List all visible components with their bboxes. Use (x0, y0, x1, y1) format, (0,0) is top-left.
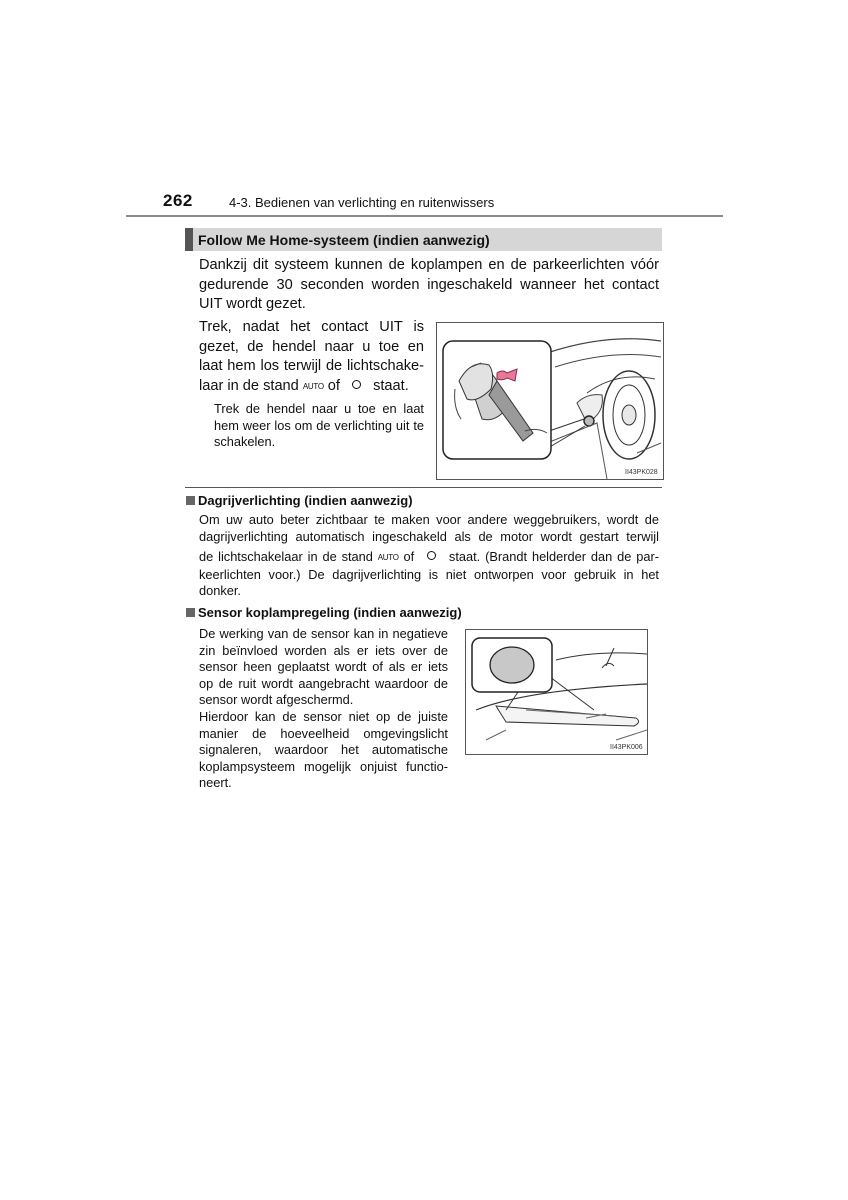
pull-line: Trek, nadat het contact UIT is (199, 319, 424, 335)
drl-heading: Dagrijverlichting (indien aanwezig) (186, 493, 413, 508)
section-divider (185, 487, 662, 488)
figure-code: II43PK028 (625, 469, 658, 476)
figure-code: II43PK006 (610, 744, 643, 751)
page-number: 262 (163, 191, 193, 210)
header-rule (126, 215, 723, 217)
sensor-heading: Sensor koplampregeling (indien aanwezig) (186, 605, 462, 620)
sensor-paragraph-1: De werking van de sensor kan in negatieve zin beïnvloed worden als er iets over de sensor heen geplaatst wordt of als er iets op de ruit wordt aangebracht waardoor de sensor wordt afgeschermd. (199, 626, 448, 707)
lever-illustration-drawing (437, 323, 663, 479)
intro-paragraph: Dankzij dit systeem kunnen de koplampen en de parkeerlichten vóór gedurende 30 seconden worden ingeschakeld wanneer het contact UIT wordt gezet. (199, 257, 659, 312)
sensor-illustration-drawing (466, 630, 647, 754)
sensor-illustration (465, 629, 648, 755)
drl-body: Om uw auto beter zichtbaar te maken voor andere weggebruikers, wordt de dagrijverlichting automatisch ingeschakeld als de motor wordt gestart terwijl de lichtschakelaar in de stand AUTO of staat. (Brandt helderder dan de par- keerlichten voor.) De dagrijverlichting is niet ontworpen voor gebruik in het donker. (199, 512, 659, 598)
small-light-symbol-icon (352, 380, 361, 389)
pull-line: gezet, de hendel naar u toe en (199, 338, 424, 355)
auto-symbol: AUTO (377, 553, 399, 562)
pull-line-last: laar in de stand AUTO of staat. (199, 377, 409, 394)
section-heading-bar (185, 228, 193, 251)
pull-note: Trek de hendel naar u toe en laat hem weer los om de verlichting uit te schakelen. (214, 401, 424, 449)
lever-illustration (436, 322, 664, 480)
small-light-symbol-icon (427, 551, 436, 560)
pull-line: laat hem los terwijl de lichtschake- (199, 358, 424, 374)
bullet-square-icon (186, 608, 195, 617)
section-title: Follow Me Home-systeem (indien aanwezig) (198, 232, 490, 248)
auto-symbol: AUTO (302, 381, 324, 391)
sensor-paragraph-2: Hierdoor kan de sensor niet op de juiste manier de hoeveelheid omgevingslicht signaleren, waardoor het automatische koplampsysteem mogelijk onjuist functioneert. (199, 709, 448, 790)
bullet-square-icon (186, 496, 195, 505)
pull-instruction (199, 318, 424, 396)
chapter-title: 4-3. Bedienen van verlichting en ruitenwissers (229, 195, 495, 210)
